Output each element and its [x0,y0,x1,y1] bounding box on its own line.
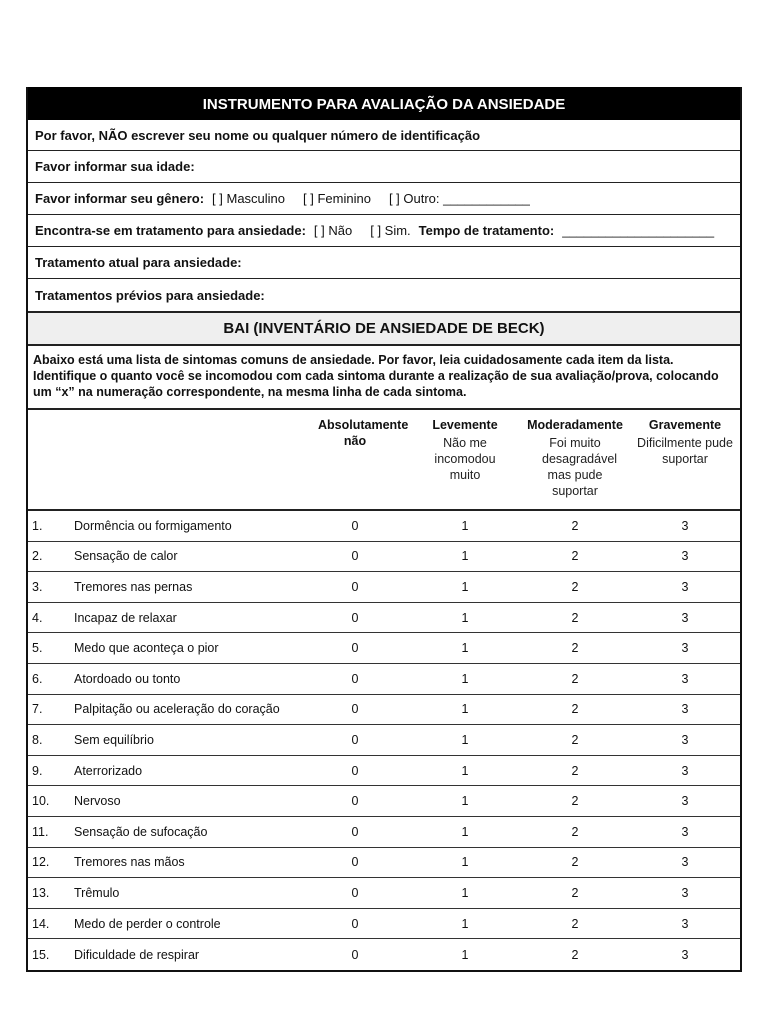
symptom-row [28,633,740,664]
score-option-2[interactable]: 2 [571,518,579,533]
scale-label: Absolutamente não [318,418,409,448]
score-option-1[interactable]: 1 [461,579,469,594]
score-option-2[interactable]: 2 [571,702,579,717]
score-option-3[interactable]: 3 [681,885,689,900]
scale-header-spacer [28,410,300,509]
scale-label: Levemente [432,418,498,432]
score-option-1[interactable]: 1 [461,641,469,656]
scale-header [28,410,740,511]
symptom-name: Dormência ou formigamento [74,518,232,533]
score-option-0[interactable]: 0 [351,518,359,533]
score-option-2[interactable]: 2 [571,549,579,564]
score-option-0[interactable]: 0 [351,702,359,717]
score-option-3[interactable]: 3 [681,794,689,809]
treatment-label: Encontra-se em tratamento para ansiedade: [35,223,306,238]
score-option-0[interactable]: 0 [351,947,359,962]
score-option-3[interactable]: 3 [681,549,689,564]
score-option-2[interactable]: 2 [571,885,579,900]
notice-row [28,120,740,151]
scale-col-none [300,410,410,509]
symptom-number: 12. [32,855,50,870]
score-option-3[interactable]: 3 [681,610,689,625]
score-option-3[interactable]: 3 [681,671,689,686]
previous-treatment-row[interactable] [28,279,740,311]
gender-option-other[interactable]: [ ] Outro: ____________ [388,191,530,206]
scale-col-mild [410,410,520,509]
score-option-1[interactable]: 1 [461,763,469,778]
score-option-3[interactable]: 3 [681,641,689,656]
treatment-duration-label: Tempo de tratamento: [418,223,555,238]
symptom-row [28,878,740,909]
gender-row [28,183,740,215]
score-option-0[interactable]: 0 [351,916,359,931]
score-option-1[interactable]: 1 [461,518,469,533]
score-option-1[interactable]: 1 [461,671,469,686]
symptom-row [28,939,740,970]
score-option-1[interactable]: 1 [461,610,469,625]
symptom-name: Medo que aconteça o pior [74,641,219,656]
score-option-1[interactable]: 1 [461,916,469,931]
score-option-3[interactable]: 3 [681,579,689,594]
score-option-1[interactable]: 1 [461,702,469,717]
score-option-3[interactable]: 3 [681,947,689,962]
scale-col-severe [630,410,740,509]
symptom-row [28,695,740,726]
symptom-name: Sensação de sufocação [74,824,208,839]
bai-section-title: BAI (INVENTÁRIO DE ANSIEDADE DE BECK) [28,311,740,346]
notice-text: Por favor, NÃO escrever seu nome ou qualquer número de identificação [35,127,481,143]
age-row[interactable] [28,151,740,183]
symptom-number: 11. [32,824,49,839]
symptom-list [28,511,740,970]
symptom-number: 8. [32,732,43,747]
symptom-name: Tremores nas mãos [74,855,185,870]
form-title: INSTRUMENTO PARA AVALIAÇÃO DA ANSIEDADE [28,87,740,120]
score-option-2[interactable]: 2 [571,947,579,962]
treatment-option-yes[interactable]: [ ] Sim. [370,223,411,238]
anxiety-assessment-form [26,87,742,972]
symptom-name: Atordoado ou tonto [74,671,181,686]
symptom-number: 5. [32,641,43,656]
score-option-0[interactable]: 0 [351,579,359,594]
score-option-0[interactable]: 0 [351,763,359,778]
current-treatment-row[interactable] [28,247,740,279]
score-option-0[interactable]: 0 [351,641,359,656]
score-option-3[interactable]: 3 [681,855,689,870]
score-option-0[interactable]: 0 [351,885,359,900]
symptom-number: 13. [32,885,50,900]
score-option-2[interactable]: 2 [571,641,579,656]
score-option-2[interactable]: 2 [571,579,579,594]
score-option-3[interactable]: 3 [681,732,689,747]
scale-desc: Foi muito desagradável mas pude suportar [542,436,618,498]
score-option-1[interactable]: 1 [461,824,469,839]
symptom-row [28,848,740,879]
symptom-row [28,786,740,817]
score-option-0[interactable]: 0 [351,732,359,747]
score-option-2[interactable]: 2 [571,610,579,625]
symptom-row [28,909,740,940]
score-option-2[interactable]: 2 [571,732,579,747]
symptom-number: 4. [32,610,43,625]
symptom-name: Incapaz de relaxar [74,610,177,625]
score-option-3[interactable]: 3 [681,763,689,778]
score-option-0[interactable]: 0 [351,671,359,686]
symptom-row [28,511,740,542]
score-option-3[interactable]: 3 [681,824,689,839]
symptom-name: Nervoso [74,794,121,809]
symptom-number: 2. [32,549,43,564]
current-treatment-label: Tratamento atual para ansiedade: [35,255,242,270]
symptom-number: 6. [32,671,43,686]
score-option-0[interactable]: 0 [351,610,359,625]
symptom-name: Medo de perder o controle [74,916,221,931]
symptom-name: Palpitação ou aceleração do coração [74,702,280,717]
score-option-1[interactable]: 1 [461,855,469,870]
symptom-row [28,572,740,603]
symptom-name: Sem equilíbrio [74,732,154,747]
treatment-row [28,215,740,247]
symptom-number: 15. [32,947,50,962]
scale-desc: Dificilmente pude suportar [637,436,733,466]
scale-label: Moderadamente [527,418,623,432]
score-option-1[interactable]: 1 [461,549,469,564]
score-option-1[interactable]: 1 [461,794,469,809]
symptom-row [28,756,740,787]
score-option-3[interactable]: 3 [681,916,689,931]
symptom-number: 9. [32,763,43,778]
gender-label: Favor informar seu gênero: [35,191,205,206]
symptom-row [28,542,740,573]
symptom-row [28,664,740,695]
symptom-name: Dificuldade de respirar [74,947,200,962]
score-option-1[interactable]: 1 [461,732,469,747]
scale-col-moderate [520,410,630,509]
score-option-0[interactable]: 0 [351,549,359,564]
symptom-name: Aterrorizado [74,763,143,778]
score-option-0[interactable]: 0 [351,794,359,809]
gender-option-male[interactable]: [ ] Masculino [212,191,286,206]
symptom-name: Trêmulo [74,885,120,900]
score-option-2[interactable]: 2 [571,671,579,686]
symptom-number: 10. [32,794,50,809]
symptom-number: 7. [32,702,43,717]
bai-instructions: Abaixo está uma lista de sintomas comuns de ansiedade. Por favor, leia cuidadosamente cada item da lista. Identifique o quanto você se incomodou com cada sintoma durante a realização de sua avaliação/prova, colocando um “x” na numeração correspondente, na mesma linha de cada sintoma. [28,346,740,410]
symptom-name: Sensação de calor [74,549,178,564]
treatment-option-no[interactable]: [ ] Não [313,223,353,238]
scale-desc: Não me incomodou muito [434,436,496,482]
gender-option-female[interactable]: [ ] Feminino [303,191,371,206]
age-label: Favor informar sua idade: [35,159,195,174]
symptom-number: 3. [32,579,43,594]
symptom-row [28,603,740,634]
scale-label: Gravemente [648,418,722,432]
score-option-2[interactable]: 2 [571,916,579,931]
score-option-1[interactable]: 1 [461,885,469,900]
symptom-number: 1. [32,518,43,533]
score-option-0[interactable]: 0 [351,824,359,839]
symptom-row [28,817,740,848]
score-option-0[interactable]: 0 [351,855,359,870]
score-option-2[interactable]: 2 [571,824,579,839]
symptom-name: Tremores nas pernas [74,579,193,594]
symptom-row [28,725,740,756]
score-option-2[interactable]: 2 [571,855,579,870]
score-option-3[interactable]: 3 [681,518,689,533]
score-option-2[interactable]: 2 [571,794,579,809]
score-option-3[interactable]: 3 [681,702,689,717]
symptom-number: 14. [32,916,50,931]
score-option-2[interactable]: 2 [571,763,579,778]
score-option-1[interactable]: 1 [461,947,469,962]
treatment-duration-field[interactable]: _____________________ [562,223,715,238]
previous-treatment-label: Tratamentos prévios para ansiedade: [35,287,265,303]
